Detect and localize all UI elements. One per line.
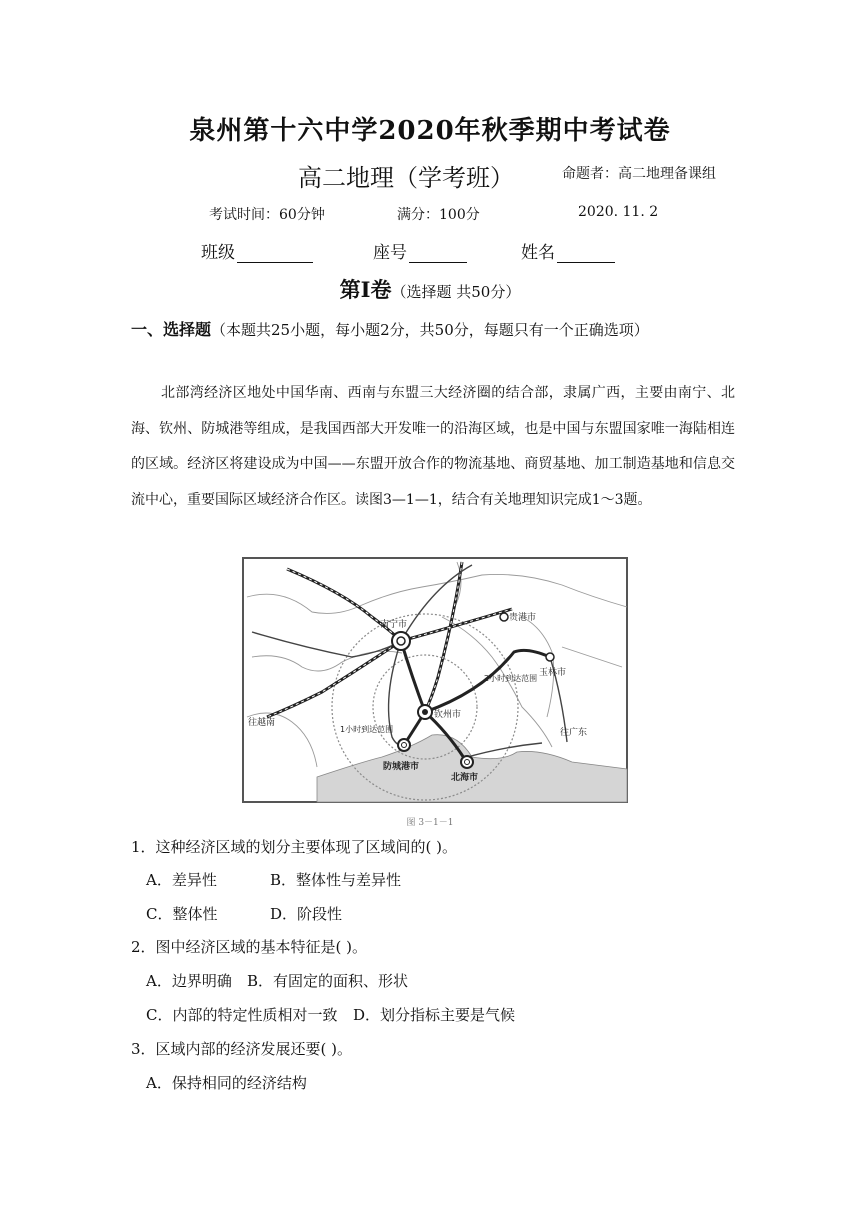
- q2-option-c[interactable]: C．内部的特定性质相对一致: [146, 1006, 338, 1024]
- label-to-guangdong: 往广东: [560, 728, 588, 738]
- seat-label: 座号: [373, 243, 407, 263]
- name-blank[interactable]: [557, 246, 615, 263]
- question-2-stem: 2．图中经济区域的基本特征是( )。: [131, 938, 368, 956]
- exam-date: 2020. 11. 2: [578, 204, 659, 220]
- label-nanning: 南宁市: [380, 620, 408, 630]
- city-qinzhou-marker: [418, 705, 432, 719]
- q2-option-a[interactable]: A．边界明确: [146, 972, 232, 990]
- q1-option-d[interactable]: D．阶段性: [270, 905, 343, 923]
- q3-option-a[interactable]: A．保持相同的经济结构: [146, 1074, 307, 1092]
- section-heading: [131, 317, 649, 340]
- map-svg: [242, 557, 628, 803]
- seat-field[interactable]: [373, 238, 467, 263]
- label-to-vietnam: 往越南: [248, 718, 276, 728]
- part-note: （选择题 共50分）: [391, 283, 521, 301]
- name-field[interactable]: [521, 238, 615, 263]
- map-caption: 图 3－1－1: [406, 818, 454, 828]
- label-qinzhou: 钦州市: [434, 710, 462, 720]
- name-label: 姓名: [521, 243, 555, 263]
- city-guigang-marker: [500, 613, 508, 621]
- part-title: 第Ⅰ卷: [339, 277, 392, 302]
- full-score: 满分：100分: [397, 207, 480, 223]
- label-yulin: 玉林市: [539, 668, 567, 678]
- seat-blank[interactable]: [409, 246, 467, 263]
- class-field[interactable]: [201, 238, 313, 263]
- class-label: 班级: [201, 243, 235, 263]
- economic-zone-map: [242, 557, 628, 803]
- exam-author: 命题者：高二地理备课组: [562, 166, 716, 182]
- exam-time: 考试时间：60分钟: [209, 207, 325, 223]
- question-3-stem: 3．区域内部的经济发展还要( )。: [131, 1040, 353, 1058]
- section-note: （本题共25小题，每小题2分，共50分，每题只有一个正确选项）: [211, 321, 649, 339]
- class-blank[interactable]: [237, 246, 313, 263]
- q1-option-c[interactable]: C．整体性: [146, 905, 218, 923]
- section-title: 一、选择题: [131, 320, 212, 339]
- label-two-hour: 2小时到达范围: [484, 674, 538, 683]
- label-beihai: 北海市: [451, 773, 479, 783]
- city-fangchenggang-marker: [398, 739, 410, 751]
- city-yulin-marker: [546, 653, 554, 661]
- reading-passage: 北部湾经济区地处中国华南、西南与东盟三大经济圈的结合部，隶属广西，主要由南宁、北海、钦州、防城港等组成，是我国西部大开发唯一的沿海区域，也是中国与东盟国家唯一海陆相连的区域。经济区将建设成为中国——东盟开放合作的物流基地、商贸基地、加工制造基地和信息交流中心，重要国际区域经济合作区。读图3—1—1，结合有关地理知识完成1～3题。: [131, 385, 735, 508]
- part-heading: [0, 274, 860, 304]
- q2-option-d[interactable]: D．划分指标主要是气候: [353, 1006, 516, 1024]
- exam-subtitle: 高二地理（学考班）: [298, 164, 514, 192]
- question-1-stem: 1．这种经济区域的划分主要体现了区域间的( )。: [131, 838, 458, 856]
- city-beihai-marker: [461, 756, 473, 768]
- exam-title: 泉州第十六中学2020年秋季期中考试卷: [189, 116, 671, 146]
- q1-option-b[interactable]: B．整体性与差异性: [270, 871, 402, 889]
- q1-option-a[interactable]: A．差异性: [146, 871, 217, 889]
- city-nanning-marker: [392, 632, 410, 650]
- label-guigang: 贵港市: [509, 613, 537, 623]
- label-one-hour: 1小时到达范围: [340, 725, 394, 734]
- q2-option-b[interactable]: B．有固定的面积、形状: [247, 972, 409, 990]
- label-fangchenggang: 防城港市: [383, 762, 420, 772]
